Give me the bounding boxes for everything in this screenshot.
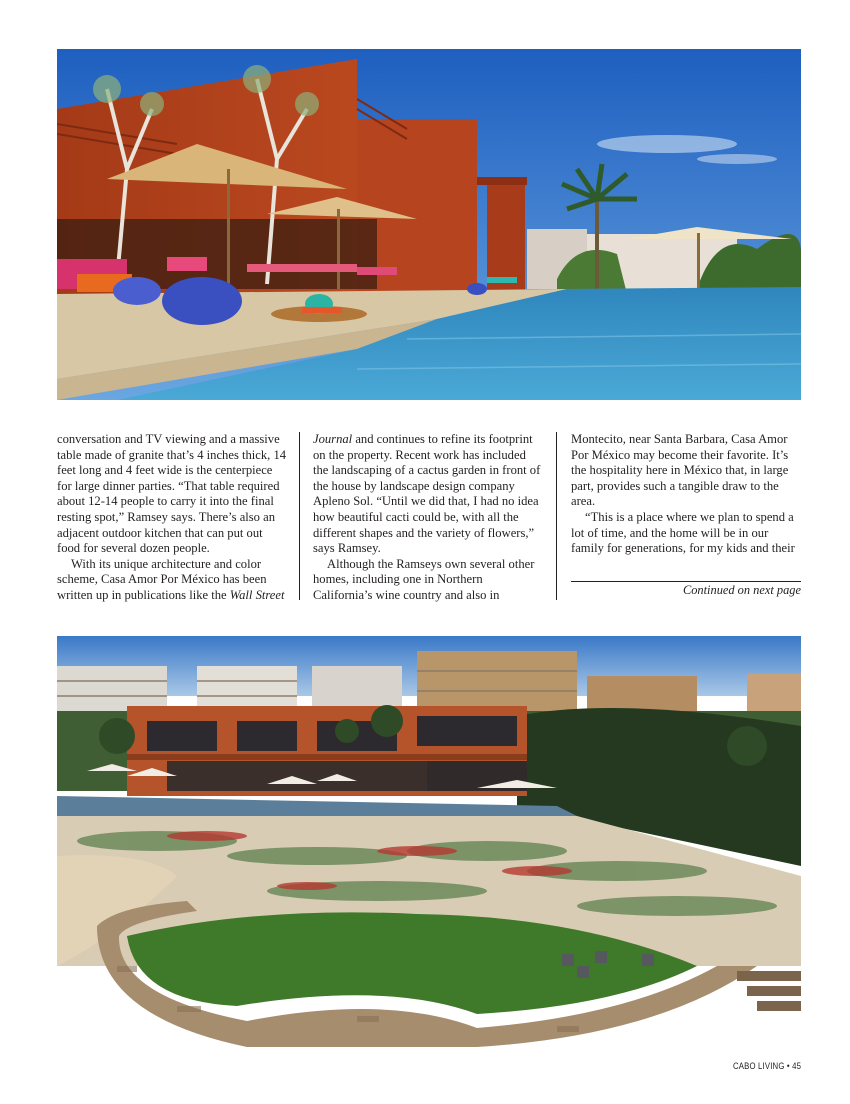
col2-paragraph-1 [313,432,543,557]
col1-italic-title: Wall Street [229,587,285,602]
column-rule-2 [556,432,557,600]
text-column-1 [57,432,288,604]
col1-paragraph-2-text: With its unique architecture and color scheme, Casa Amor Por México has been written up in publications like the [57,556,267,602]
photo-house-pool [57,49,801,400]
col3-paragraph-1: Montecito, near Santa Barbara, Casa Amor Por México may become their favorite. It’s the hospitality here in México that, in large part, provides such a tangible draw to the area. [571,432,789,509]
continued-on-next-page: Continued on next page [682,583,801,597]
continued-divider [571,581,801,582]
page-folio: CABO LIVING • 45 [732,1061,801,1072]
col1-paragraph-1: conversation and TV viewing and a massive table made of granite that’s 4 inches thick, 14 feet long and 4 feet wide is the centerpiece for large dinner parties. “That table required about 12-14 people to carry it into the final resting spot,” Ramsey says. There’s also an adjacent outdoor kitchen that can put out food for several dozen people. [57,432,287,556]
column-rule-1 [299,432,300,600]
col2-italic-title: Journal [313,432,353,446]
text-column-3 [571,432,801,557]
col2-paragraph-2: Although the Ramseys own several other homes, including one in Northern California’s wine country and also in [313,556,535,602]
col3-paragraph-2: “This is a place where we plan to spend a lot of time, and the home will be in our family for generations, for my kids and their [571,509,795,556]
col2-paragraph-1-text: and continues to refine its footprint on the property. Recent work has included the landscaping of a cactus garden in front of the house by landscape design company Apleno Sol. “Until we did that, I had no idea how beautiful cacti could be, with all the different shapes and the variety of flowers,” says Ramsey. [313,432,541,556]
text-column-2 [313,432,543,604]
col1-paragraph-2 [57,557,288,604]
photo-aerial-garden [57,636,801,1047]
